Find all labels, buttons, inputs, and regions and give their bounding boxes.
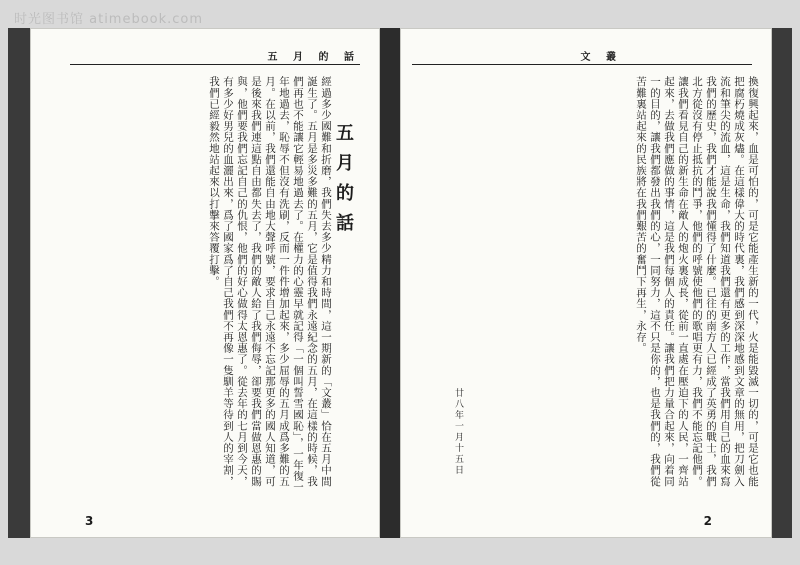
right-page [400,28,772,538]
watermark-text: 时光图书馆 atimebook.com [14,12,204,27]
article-title: 五月的話 [333,123,354,243]
article-date: 廿八年一月十五日 [453,388,463,476]
right-page-header: 文 叢 [412,48,752,65]
right-page-number: 2 [703,514,712,528]
left-page [30,28,380,538]
scan-edge-right [772,28,792,538]
book-gutter [380,28,400,538]
left-page-body: 經過多少國難和折磨，我們失去多少精力和時間，這一期新的「文叢」恰在五月中間誕生了。五月是多災多難的五月，它是值得我們永遠紀念的五月，在這樣的時候，我們再也不能讓它輕易地過去了。在權力的心靈早就記得「一個叫誓雪國恥」，一年復一年地過去，恥辱不但沒有洗刷，反而一件件增加起來，多少屈辱的五月成爲多難的五月。在以前，我們還能自由地大聲呼號，要求自己永遠不忘記那更多的國人知道，可是後來我們連這點自由都失去了，我們的敵人給了我們侮辱，卻要我們當做恩惠的賜與，他們要我們忘記自己的仇恨，他們的好心做得太恩惠了。從去年的七月到今天，有多少好男兒的血灑出來，爲了國家爲了自己我們不再像一隻馴羊等待到人的宰割，我們已經毅然地站起來以打擊來答覆打擊。 [208,76,332,493]
left-page-header: 五 月 的 話 [70,48,360,65]
scan-edge-left [8,28,30,538]
right-page-body: 換復興起來，血是可怕的，可是它能產生新的一代，火是能毀滅一切的，可是它也能把腐朽燒成灰燼。在這樣偉大的時代裏，我們感到深深地感到文章的無用，把刀劍入流和筆尖的流血，這是生命，我們知道我們還有更多的工作，當我們用自己的血來寫我們的歷史，我們才能說我們懂得了什麼。已往的南方人已經成了英勇的戰士，我們北方從沒有停止抵抗的鬥爭，他們的呼號使他們的歌唱更有力，我們不能忘記他們。讓我們看見自己的新生命在敵人的炮火裏成長，從前一直處在壓迫下的人民，一齊站起來，去做我們應做的事情，這是我們每個人的責任。讓我們把力量合起來，向着同一的目的，讓我們都發出我們的心，一同努力，這不只是你的，也是我們的，我們從苦難裏站起來的民族將在我們艱苦的奮鬥下再生，永存。 [635,76,759,487]
left-page-number: 3 [85,514,94,528]
